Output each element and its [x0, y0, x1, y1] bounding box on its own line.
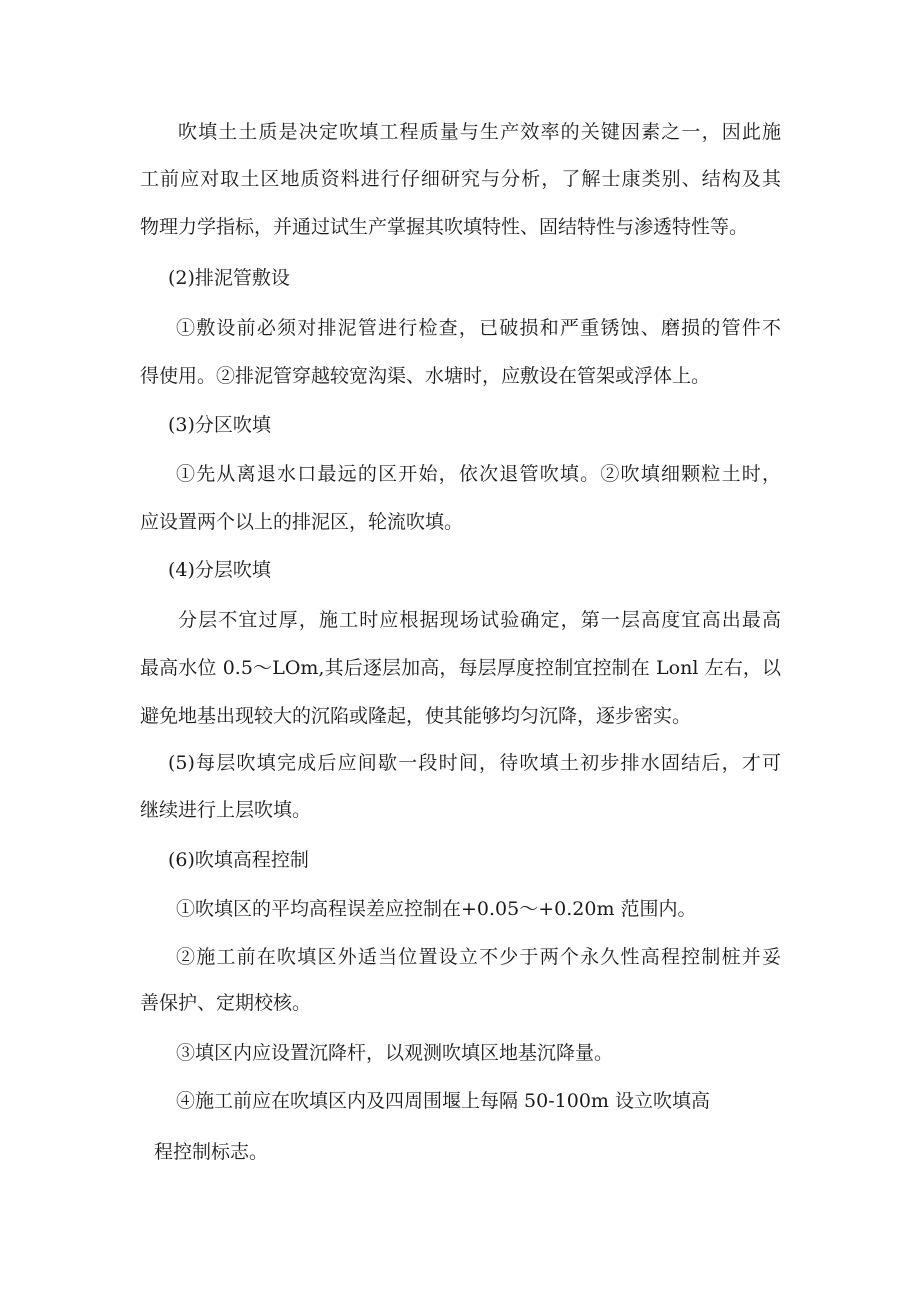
section-heading: (3)分区吹填 — [168, 414, 271, 436]
paragraph-line: 善保护、定期校核。 — [140, 992, 312, 1014]
paragraph-line: ④施工前应在吹填区内及四周围堰上每隔 50-100m 设立吹填高 — [176, 1090, 710, 1112]
paragraph-line: (5)每层吹填完成后应间歇一段时间，待吹填土初步排水固结后，才可 — [168, 752, 781, 774]
paragraph-line: ①先从离退水口最远的区开始，依次退管吹填。②吹填细颗粒土时， — [176, 463, 781, 485]
section-heading: (2)排泥管敷设 — [168, 267, 290, 289]
paragraph-line: 吹填土土质是决定吹填工程质量与生产效率的关键因素之一，因此施 — [178, 121, 781, 143]
paragraph-line: ①敷设前必须对排泥管进行检查，已破损和严重锈蚀、磨损的管件不 — [176, 317, 781, 339]
paragraph-line: 继续进行上层吹填。 — [140, 799, 312, 821]
paragraph-line: ②施工前在吹填区外适当位置设立不少于两个永久性高程控制桩并妥 — [176, 946, 781, 968]
paragraph-line: 应设置两个以上的排泥区，轮流吹填。 — [140, 511, 464, 533]
paragraph-line: 避免地基出现较大的沉陷或隆起，使其能够均匀沉降，逐步密实。 — [140, 705, 692, 727]
paragraph-line: 程控制标志。 — [154, 1141, 269, 1163]
paragraph-line: 最高水位 0.5～LOm,其后逐层加高，每层厚度控制宜控制在 Lonl 左右，以 — [140, 657, 781, 679]
paragraph-line: 物理力学指标，并通过试生产掌握其吹填特性、固结特性与渗透特性等。 — [140, 216, 749, 238]
paragraph-line: ①吹填区的平均高程误差应控制在+0.05～+0.20m 范围内。 — [176, 898, 697, 920]
paragraph-line: 分层不宜过厚，施工时应根据现场试验确定，第一层高度宜高出最高 — [178, 609, 781, 631]
section-heading: (6)吹填高程控制 — [168, 849, 309, 871]
paragraph-line: 工前应对取土区地质资料进行仔细研究与分析，了解士康类别、结构及其 — [140, 168, 781, 190]
paragraph-line: ③填区内应设置沉降杆，以观测吹填区地基沉降量。 — [176, 1042, 614, 1064]
section-heading: (4)分层吹填 — [168, 559, 271, 581]
paragraph-line: 得使用。②排泥管穿越较宽沟渠、水塘时，应敷设在管架或浮体上。 — [140, 365, 711, 387]
